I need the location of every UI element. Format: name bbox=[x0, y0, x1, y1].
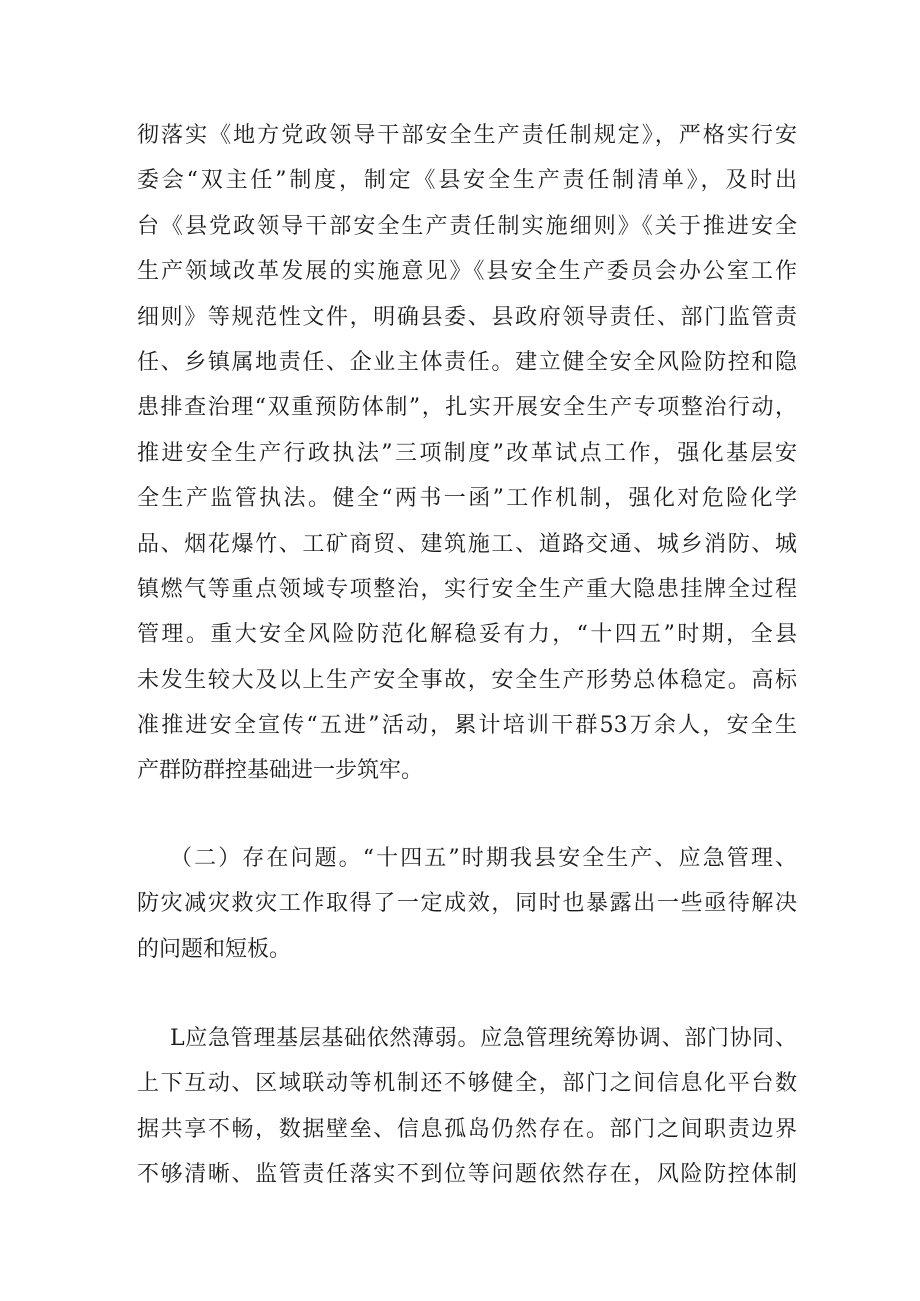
text-line: L应急管理基层基础依然薄弱。应急管理统筹协调、部门协同、 bbox=[170, 1026, 797, 1051]
text-line: 彻落实《地方党政领导干部安全生产责任制规定》，严格实行安 bbox=[137, 123, 797, 148]
text-line: 上下互动、区域联动等机制还不够健全，部门之间信息化平台数 bbox=[137, 1071, 797, 1097]
text-line: 产群防群控基础进一步筑牢。 bbox=[137, 758, 424, 784]
text-line: 管理。重大安全风险防范化解稳妥有力，“十四五”时期，全县 bbox=[137, 622, 797, 648]
paragraph-existing-problems bbox=[137, 836, 797, 972]
text-line: 的问题和短板。 bbox=[137, 936, 292, 962]
text-line: 台《县党政领导干部安全生产责任制实施细则》《关于推进安全 bbox=[137, 213, 797, 239]
section-heading-line: （二）存在问题。“十四五”时期我县安全生产、应急管理、 bbox=[170, 846, 797, 871]
text-line: 任、乡镇属地责任、企业主体责任。建立健全安全风险防控和隐 bbox=[137, 349, 797, 375]
text-line: 不够清晰、监管责任落实不到位等问题依然存在，风险防控体制 bbox=[137, 1162, 797, 1188]
text-line: 委会“双主任”制度，制定《县安全生产责任制清单》，及时出 bbox=[137, 168, 797, 194]
text-line: 镇燃气等重点领域专项整治，实行安全生产重大隐患挂牌全过程 bbox=[137, 576, 797, 602]
text-line: 患排查治理“双重预防体制”，扎实开展安全生产专项整治行动， bbox=[137, 395, 797, 421]
text-line: 未发生较大及以上生产安全事故，安全生产形势总体稳定。高标 bbox=[137, 667, 797, 693]
text-line: 防灾减灾救灾工作取得了一定成效，同时也暴露出一些亟待解决 bbox=[137, 891, 797, 917]
text-line: 全生产监管执法。健全“两书一函”工作机制，强化对危险化学 bbox=[137, 486, 797, 512]
text-line: 据共享不畅，数据壁垒、信息孤岛仍然存在。部门之间职责边界 bbox=[137, 1116, 797, 1142]
text-line: 准推进安全宣传“五进”活动，累计培训干群53万余人，安全生 bbox=[137, 713, 797, 739]
paragraph-safety-responsibility bbox=[137, 113, 797, 794]
text-line: 细则》等规范性文件，明确县委、县政府领导责任、部门监管责 bbox=[137, 304, 797, 330]
text-line: 推进安全生产行政执法”三项制度”改革试点工作，强化基层安 bbox=[137, 440, 797, 466]
text-line: 生产领域改革发展的实施意见》《县安全生产委员会办公室工作 bbox=[137, 259, 797, 285]
text-line: 品、烟花爆竹、工矿商贸、建筑施工、道路交通、城乡消防、城 bbox=[137, 531, 797, 557]
paragraph-weak-foundation bbox=[137, 1016, 797, 1198]
